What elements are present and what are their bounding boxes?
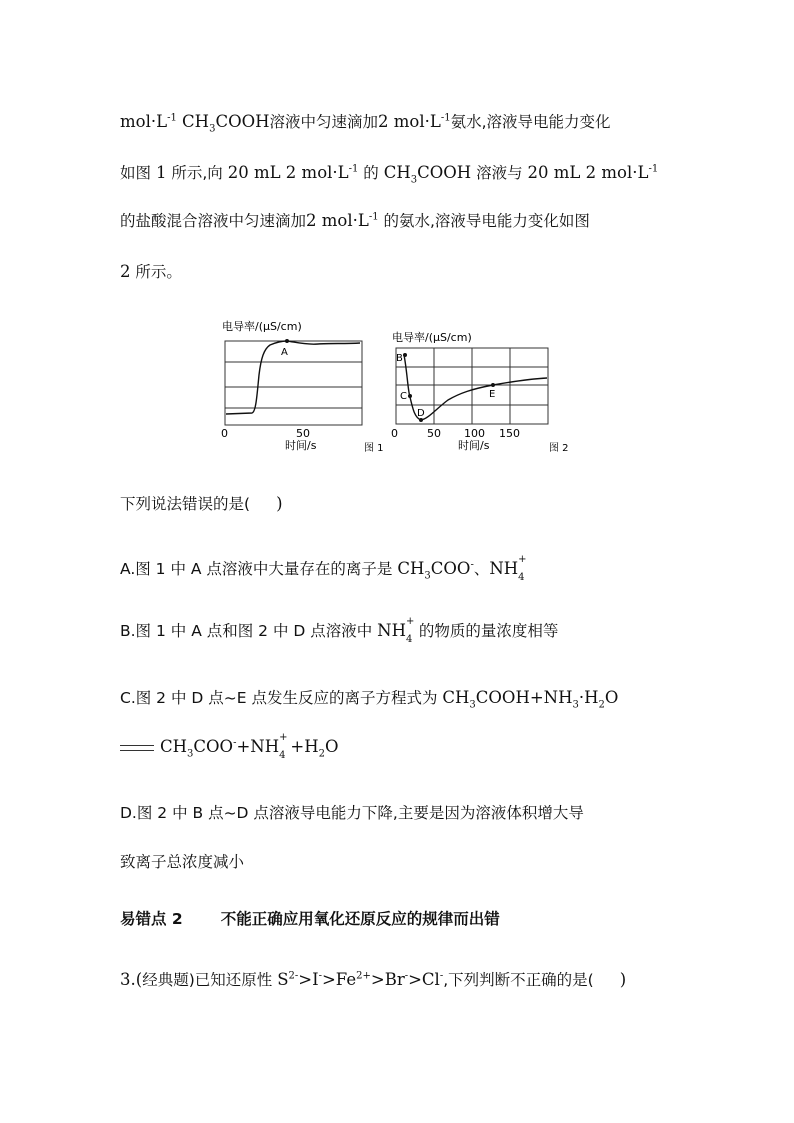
figure-1-tick-0: 0 [221,427,228,440]
figure-1-caption: 图 1 [364,443,384,454]
figure-1 [221,319,384,454]
option-d-line-2: 致离子总浓度减小 [120,853,245,871]
section-label: 易错点 2 [120,910,183,928]
figure-1-tick-50: 50 [296,427,310,440]
figure-1-ylabel: 电导率/(μS/cm) [222,320,302,333]
figure-1-point-a-label: A [281,347,288,358]
figure-2-tick-50: 50 [427,427,441,440]
figure-2-tick-0: 0 [391,427,398,440]
figure-2-tick-150: 150 [499,427,520,440]
figure-2-point-e [491,383,495,387]
paragraph-line-3: 的盐酸混合溶液中匀速滴加2 $mol\cdot L^{-1}$ 的氨水,溶液导电能力变化如图 [120,211,590,230]
option-d-line-1: D.图 2 中 B 点~D 点溶液导电能力下降,主要是因为溶液体积增大导 [120,804,584,822]
question-stem: 下列说法错误的是( ) [120,494,283,513]
figure-2-caption: 图 2 [549,443,569,454]
figure-2-point-d-label: D [417,408,425,419]
figure-1-point-a [285,339,289,343]
figure-2-point-b-label: B [396,353,403,364]
section-heading [120,909,500,929]
figure-1-frame [225,341,362,425]
option-a: A.图 1 中 A 点溶液中大量存在的离子是 $CH_3COO^-$、NH + 4 [120,554,527,583]
figure-2-tick-100: 100 [464,427,485,440]
paragraph-line-1: $mol\cdot L^{-1}$ $CH_3COOH$溶液中匀速滴加2 $mol\cdot L^{-1}$氨水,溶液导电能力变化 [120,112,611,135]
section-title: 不能正确应用氧化还原反应的规律而出错 [220,910,500,928]
figures [0,0,794,470]
figure-2-point-e-label: E [489,389,496,400]
figure-1-curve [226,341,360,414]
option-c-line-1: C.图 2 中 D 点~E 点发生反应的离子方程式为 $CH_3COOH+NH_3\cdot H_2O$ [120,688,619,711]
figure-2-point-c-label: C [400,391,407,402]
equals-sign-icon [120,745,154,751]
option-c-line-2: $CH_3COO^-+NH$ + 4 $+H_2O$ [120,737,339,757]
figure-2-curve [404,355,547,420]
question-3: 3.(经典题)已知还原性 $S^{2-}>I^->Fe^{2+}>Br^->Cl^-$,下列判断不正确的是( ) [120,970,627,989]
option-b: B.图 1 中 A 点和图 2 中 D 点溶液中 NH + 4 的物质的量浓度相等 [120,616,559,645]
figure-2-point-b [403,353,407,357]
figure-2-xlabel: 时间/s [458,439,490,452]
paragraph-line-2: 如图 1 所示,向 20 mL 2 $mol\cdot L^{-1}$ 的 $CH_3COOH$ 溶液与 20 mL 2 $mol\cdot L^{-1}$ [120,163,659,186]
paragraph-line-4: 2 所示。 [120,262,182,281]
figure-2-ylabel: 电导率/(μS/cm) [392,331,472,344]
figure-2-point-c [408,394,412,398]
figure-1-xlabel: 时间/s [285,439,317,452]
figure-2 [391,330,569,454]
